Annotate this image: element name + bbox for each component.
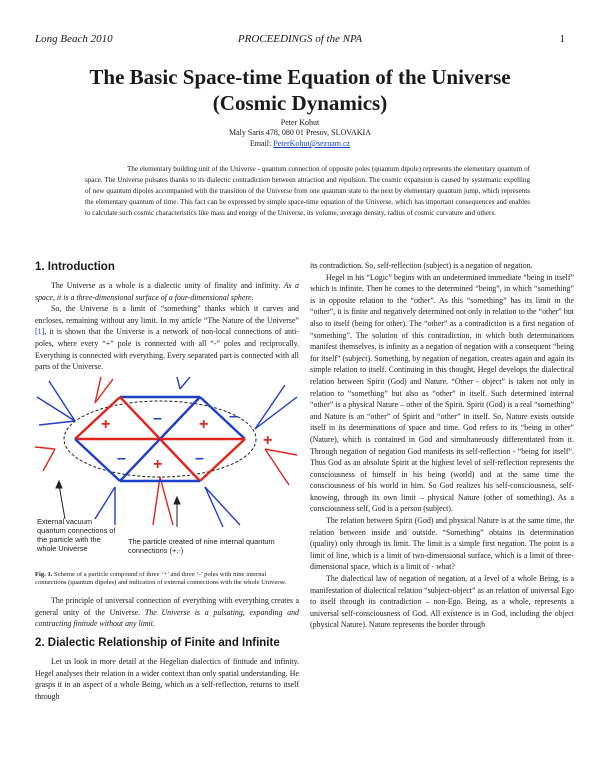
abstract: The elementary building unit of the Universe - quantum connection of opposite poles (quantum dipole) represents the elementary quantum of space. The Universe pulsates thanks to its dialectic contradiction between attraction and repulsion. The cosmic expansion is caused by systematic expelling of new quantum dipoles accompanied with the transition of the Universe from one quantum state to the next by elementary quantum jump, which represents the elementary quantum of time. This fact can be expressed by simple space-time equation of the Universe, which has important consequences and enables to calculate such cosmic characteristics like mass and energy of the Universe, its volume, average density, radius of cosmic curvature and others. bbox=[85, 165, 530, 218]
right-paragraph-3: The dialectical law of negation of negation, at a level of a whole Being, is a manifestation of dialectical relation “subject-object” as an relation of universal Ego to itself through its contradiction – non-Ego. Being, as a whole, represents a universal self-consciousness of God. All existence is in God, including the object (physical Nature). Nature represents the border through bbox=[310, 574, 574, 630]
ext-line bbox=[160, 477, 173, 525]
section-1-heading: 1. Introduction bbox=[35, 261, 115, 273]
ext-line bbox=[37, 397, 75, 421]
section-2-paragraph-1: Let us look in more detail at the Hegelian dialectics of finitude and infinity. Hegel analyses their relation in a wider context than only spatial understanding. He grasps it in an aspect of a whole Being, which as a self-reflection, returns to itself through bbox=[35, 656, 299, 701]
page-number: 1 bbox=[559, 33, 565, 45]
arrowhead bbox=[174, 497, 180, 504]
arrow-external bbox=[59, 485, 65, 519]
author-name: Peter Kohut bbox=[280, 118, 320, 127]
right-column bbox=[310, 260, 574, 631]
right-paragraph-2: The relation between Spirit (God) and physical Nature is at the same time, the relation between inside and outside. “Something” obtains its determination (quality) only through its limit. The limit is a simple first negation. The point is a limit of line, which is a limit of two-dimensional surface, which is a limit of three-dimensional space, which is a limit of - what? bbox=[310, 516, 574, 572]
intro-p3-text: The principle of universal connection of everything with everything creates a general unity of the Universe. bbox=[35, 596, 299, 617]
intro-paragraph-3 bbox=[35, 595, 299, 630]
ext-line bbox=[205, 487, 223, 527]
ext-line bbox=[265, 449, 289, 485]
ext-line bbox=[255, 397, 297, 429]
ext-line bbox=[95, 487, 115, 519]
running-header-left: Long Beach 2010 bbox=[35, 33, 113, 45]
pole-signs bbox=[101, 408, 272, 473]
plus-pole: + bbox=[263, 431, 273, 449]
author-address: Maly Saris 478, 080 01 Presov, SLOVAKIA bbox=[229, 128, 371, 137]
plus-pole: + bbox=[153, 455, 163, 473]
right-paragraph-1: Hegel in his “Logic” begins with an undetermined immediate “being in itself” which is infinite. Then he comes to the determined “being”, in which “something” is in opposite relation to the “other”. As this “something” has its limit in the “other”, it is finite and negatively determined not only in relation to the “other” but also to itself (being for other). The “other” as a contradiction is a first negation of “something”. The solution of this contradiction, in which both determinations manifest themselves, is infinity as a negation of negation with a consequent “being for itself” (subject). Something, by negation of negation, creates again and again its simple relation to itself. Continuing in this thought, Hegel develops the dialectical relation between Spirit (God) and Nature. “Other - object” is taken not only in relation to “something” but also as “other” in itself. Such determined internal “other” is a physical Nature – other of the Spirit. Spirit (God) is a real “something” and Nature is an “other” of Spirit and “other” in itself. So, Nature exists outside itself in its determinations of space and time. God refers to its “being in other” (Nature), which is contained in God and simultaneously differentiated from it. Through negation of negation God manifests its self-reflection - “being for itself”. Thus God as an absolute Spirit at the highest level of self-reflection represents the consciousness of himself in his being (world) and at the same time the consciousness of his world in him. So God realizes his self-consciousness, self-knowing, through its own limit – physical Nature (other of something). As a consciousness self, God is a person (subject). bbox=[310, 272, 574, 514]
internal-line bbox=[75, 439, 120, 481]
ext-line bbox=[180, 377, 190, 389]
ext-line bbox=[255, 385, 285, 429]
minus-pole: – bbox=[153, 409, 162, 427]
minus-pole: – bbox=[229, 407, 238, 425]
ext-line bbox=[35, 447, 55, 449]
internal-line bbox=[200, 439, 245, 481]
ext-line bbox=[177, 377, 180, 389]
arrowhead bbox=[56, 481, 62, 488]
label-external-connections: External vacuum quantum connections of the particle with the whole Universe bbox=[37, 516, 116, 553]
label-particle: The particle created of nine internal quantum connections (+,-) bbox=[128, 536, 275, 555]
running-header-center: PROCEEDINGS of the NPA bbox=[237, 33, 363, 45]
paper-title bbox=[20, 64, 580, 116]
ext-line bbox=[153, 477, 160, 525]
internal-line bbox=[160, 439, 200, 481]
intro-p2-text-a: So, the Universe is a limit of “something” thanks which it curves and encloses, remaining without any limit. In my article “The Nature of the Universe” bbox=[35, 304, 299, 325]
reference-link-1[interactable]: [1] bbox=[35, 327, 45, 337]
ext-line bbox=[265, 449, 297, 455]
ext-line bbox=[205, 487, 240, 525]
internal-line bbox=[160, 397, 200, 439]
title-line-1: The Basic Space-time Equation of the Universe bbox=[89, 65, 511, 89]
figure-1-caption bbox=[35, 571, 299, 587]
email-label: Email: bbox=[249, 139, 274, 148]
intro-paragraph-2 bbox=[35, 303, 299, 373]
caption-text: Scheme of a particle compound of three ‘+’ and three ‘-’ poles with nine internal connections (quantum dipoles) and indication of external connections with the whole Universe. bbox=[35, 570, 287, 586]
minus-pole: – bbox=[117, 449, 126, 467]
email-link[interactable]: PeterKohut@seznam.cz bbox=[273, 139, 351, 148]
title-line-2: (Cosmic Dynamics) bbox=[212, 91, 388, 115]
author-email-line bbox=[0, 139, 600, 149]
intro-p1-italic: As a space, it is a three-dimensional surface of a four-dimensional sphere. bbox=[35, 281, 299, 302]
figure-1 bbox=[35, 377, 299, 565]
caption-label: Fig. 1. bbox=[35, 570, 53, 578]
minus-pole: – bbox=[195, 449, 204, 467]
section-2-heading: 2. Dialectic Relationship of Finite and Infinite bbox=[35, 636, 280, 649]
intro-p2-text-b: , it is shown that the Universe is a network of non-local connections of anti-poles, where every “+” pole is connected with all “-” poles and reciprocally. Everything is connected with everything. Every separated part is connected with all parts of the Universe. bbox=[35, 327, 299, 372]
ext-line bbox=[39, 421, 75, 425]
right-paragraph-0: its contradiction. So, self-reflection (subject) is a negation of negation. bbox=[310, 261, 533, 270]
plus-pole: + bbox=[199, 415, 209, 433]
ext-line bbox=[43, 449, 55, 471]
external-positive-connections bbox=[35, 377, 297, 525]
left-column bbox=[35, 258, 299, 702]
intro-paragraph-1 bbox=[35, 280, 299, 303]
ext-line bbox=[49, 381, 75, 421]
intro-p3-italic: The Universe is a pulsating, expanding and contracting finitude without any limit. bbox=[35, 607, 299, 629]
intro-p1-text: The Universe as a whole is a dialectic unity of finality and infinity. bbox=[51, 281, 284, 290]
internal-line bbox=[75, 397, 120, 439]
plus-pole: + bbox=[101, 415, 111, 433]
